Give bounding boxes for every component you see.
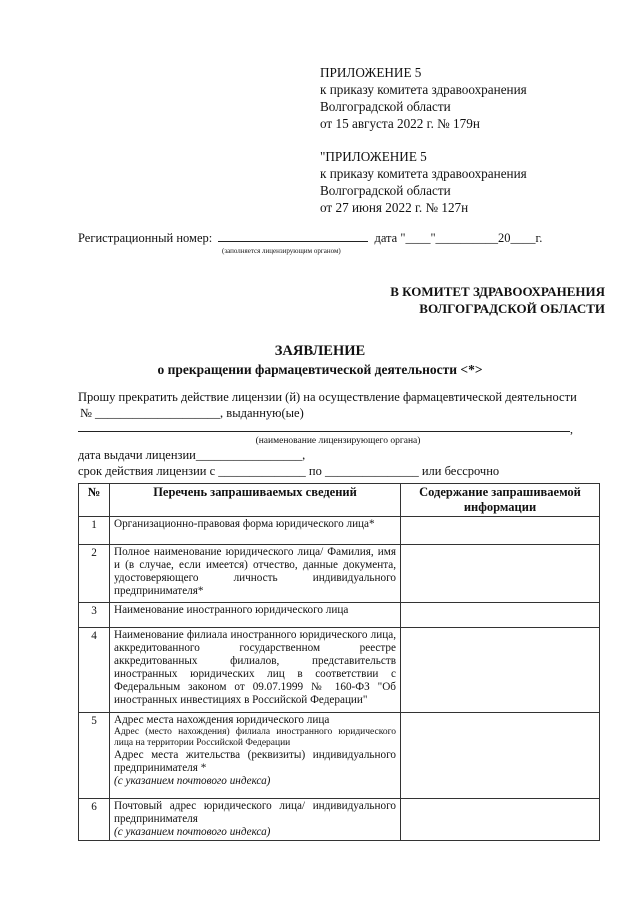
org-note: (наименование лицензирующего органа): [255, 436, 421, 446]
header-line: от 15 августа 2022 г. № 179н: [320, 116, 480, 131]
info-table: [78, 483, 600, 841]
table-row: [79, 713, 600, 799]
row-label-line: Адрес места жительства (реквизиты) индивидуального предпринимателя *: [114, 749, 396, 774]
table-row: [79, 628, 600, 713]
addressee: [390, 283, 605, 317]
body-line-2: № ____________________, выданную(ые): [80, 406, 304, 420]
row-label-italic: (с указанием почтового индекса): [114, 775, 271, 787]
row-label-line: Почтовый адрес юридического лица/ индивидуального предпринимателя: [114, 800, 396, 825]
row-label-multi: [110, 713, 401, 799]
table-row: [79, 603, 600, 628]
table-row: [79, 517, 600, 545]
table-row: [79, 545, 600, 603]
issue-date-line: дата выдачи лицензии_________________,: [78, 448, 306, 462]
header-line: ПРИЛОЖЕНИЕ 5: [320, 65, 422, 80]
header-line: "ПРИЛОЖЕНИЕ 5: [320, 149, 427, 164]
row-value[interactable]: [401, 545, 600, 603]
header-line: от 27 июня 2022 г. № 127н: [320, 200, 469, 215]
addressee-line: ВОЛГОГРАДСКОЙ ОБЛАСТИ: [419, 301, 605, 316]
registration-blank: [218, 241, 368, 242]
row-num: 5: [79, 713, 110, 799]
header-line: к приказу комитета здравоохранения: [320, 82, 527, 97]
row-label: Полное наименование юридического лица/ Фамилия, имя и (в случае, если имеется) отчество, данные документа, удостоверяющего личность индивидуального предпринимателя*: [110, 545, 401, 603]
header-block-1: [320, 64, 527, 132]
row-label-italic: (с указанием почтового индекса): [114, 826, 271, 838]
header-list: Перечень запрашиваемых сведений: [110, 484, 401, 517]
registration-label: Регистрационный номер:: [78, 231, 213, 245]
registration-note: (заполняется лицензирующим органом): [222, 247, 341, 255]
validity-line: срок действия лицензии с ______________ по _______________ или бессрочно: [78, 464, 500, 478]
header-num: №: [79, 484, 110, 517]
row-num: 3: [79, 603, 110, 628]
row-label-multi: [110, 799, 401, 841]
body-line-1: Прошу прекратить действие лицензии (й) на осуществление фармацевтической деятельности: [78, 390, 577, 404]
row-num: 1: [79, 517, 110, 545]
row-num: 4: [79, 628, 110, 713]
registration-line: [78, 231, 542, 246]
document-title: ЗАЯВЛЕНИЕ: [274, 343, 366, 359]
row-value[interactable]: [401, 628, 600, 713]
header-block-2: [320, 148, 527, 216]
comma: ,: [570, 422, 573, 436]
header-content: Содержание запрашиваемой информации: [401, 484, 600, 517]
row-label-line: Адрес (место нахождения) филиала иностранного юридического лица на территории Российской Федерации: [114, 727, 396, 748]
row-value[interactable]: [401, 799, 600, 841]
header-line: Волгоградской области: [320, 99, 451, 114]
addressee-line: В КОМИТЕТ ЗДРАВООХРАНЕНИЯ: [390, 284, 605, 299]
row-value[interactable]: [401, 713, 600, 799]
table-row: [79, 799, 600, 841]
row-label-line: Адрес места нахождения юридического лица: [114, 714, 330, 726]
row-label: Наименование иностранного юридического лица: [110, 603, 401, 628]
row-value[interactable]: [401, 517, 600, 545]
header-line: к приказу комитета здравоохранения: [320, 166, 527, 181]
row-label: Организационно-правовая форма юридического лица*: [110, 517, 401, 545]
row-value[interactable]: [401, 603, 600, 628]
document-subtitle: о прекращении фармацевтической деятельности <*>: [157, 362, 483, 377]
table-header-row: [79, 484, 600, 517]
row-label: Наименование филиала иностранного юридического лица, аккредитованного государственном реестре аккредитованных филиалов, представительств иностранных юридических лиц в соответствии с Федеральным законом от 09.07.1999 № 160-ФЗ "Об иностранных инвестициях в Российской Федерации": [110, 628, 401, 713]
row-num: 6: [79, 799, 110, 841]
row-num: 2: [79, 545, 110, 603]
header-line: Волгоградской области: [320, 183, 451, 198]
org-blank-line: [78, 430, 570, 432]
registration-date: дата "____"__________20____г.: [374, 231, 543, 245]
